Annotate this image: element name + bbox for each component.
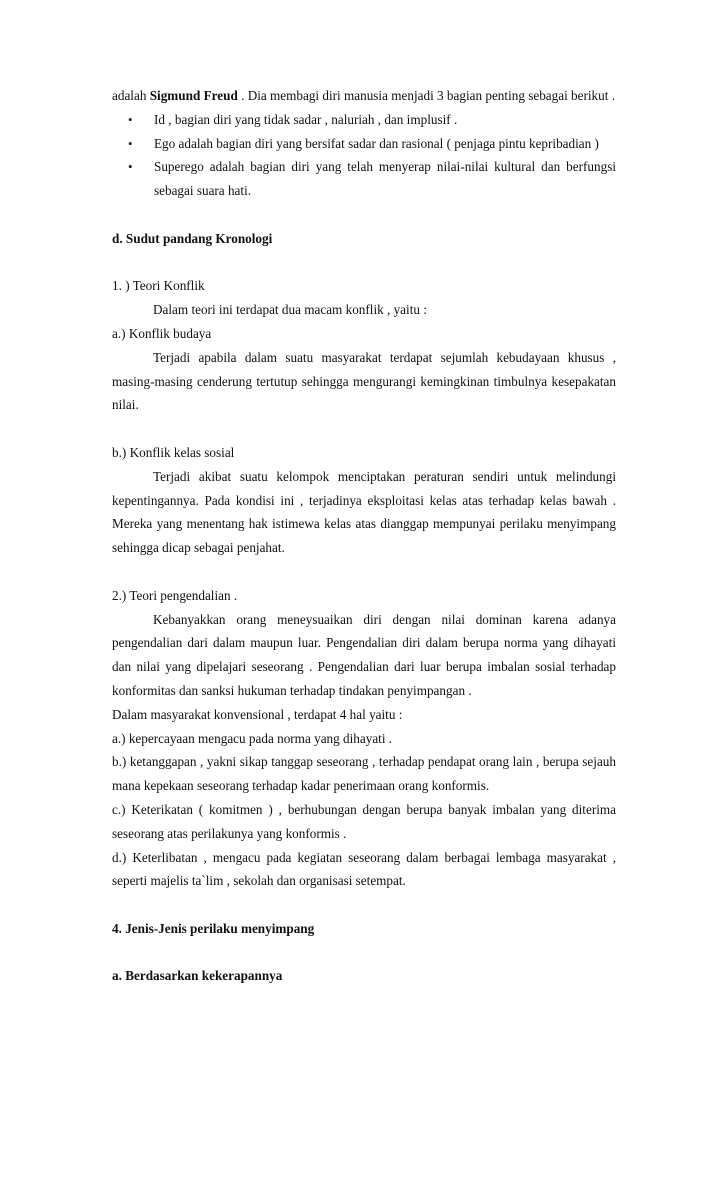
pengendalian-item-d: d.) Keterlibatan , mengacu pada kegiatan seseorang dalam berbagai lembaga masyarakat , seperti majelis ta`lim , sekolah dan organisasi setempat. <box>112 849 616 889</box>
spacer <box>112 941 616 965</box>
teori-pengendalian-title: 2.) Teori pengendalian . <box>112 587 238 603</box>
konflik-budaya-text: Terjadi apabila dalam suatu masyarakat terdapat sejumlah kebudayaan khusus , masing-masing cenderung tertutup sehingga mengurangi kemingkinan timbulnya kesepakatan nilai. <box>112 349 616 413</box>
pengendalian-item-a: a.) kepercayaan mengacu pada norma yang dihayati . <box>112 730 393 746</box>
heading-jenis-perilaku: 4. Jenis-Jenis perilaku menyimpang <box>112 920 315 936</box>
spacer <box>112 251 616 275</box>
document-page <box>112 84 616 988</box>
heading-sudut-pandang: d. Sudut pandang Kronologi <box>112 230 273 246</box>
spacer <box>112 560 616 584</box>
teori-konflik-intro: Dalam teori ini terdapat dua macam konflik , yaitu : <box>153 302 427 318</box>
spacer <box>112 417 616 441</box>
spacer <box>112 203 616 227</box>
bullet-icon: • <box>128 135 133 151</box>
spacer <box>112 893 616 917</box>
heading-kekerapan: a. Berdasarkan kekerapannya <box>112 968 283 984</box>
konflik-kelas-title: b.) Konflik kelas sosial <box>112 444 235 460</box>
pengendalian-item-b: b.) ketanggapan , yakni sikap tanggap seseorang , terhadap pendapat orang lain , berupa sejauh mana kepekaan seseorang terhadap kadar penerimaan orang konformis. <box>112 754 616 794</box>
teori-pengendalian-text: Kebanyakkan orang meneysuaikan diri dengan nilai dominan karena adanya pengendalian dari dalam maupun luar. Pengendalian diri dalam berupa norma yang dihayati dan nilai yang dipelajari seseorang . Pengendalian dari luar berupa imbalan sosial terhadap konformitas dan sanksi hukuman terhadap tindakan penyimpangan . <box>112 611 616 698</box>
freud-bullet-list <box>112 108 616 203</box>
konflik-kelas-text: Terjadi akibat suatu kelompok menciptakan peraturan sendiri untuk melindungi kepentingannya. Pada kondisi ini , terjadinya eksploitasi kelas atas terhadap kelas bawah . Mereka yang menentang hak istimewa kelas atas dianggap mempunyai perilaku menyimpang sehingga dicap sebagai penjahat. <box>112 468 616 556</box>
pengendalian-item-c: c.) Keterikatan ( komitmen ) , berhubungan dengan berupa banyak imbalan yang diterima seseorang atas perilakunya yang konformis . <box>112 801 616 841</box>
teori-konflik-title: 1. ) Teori Konflik <box>112 278 205 294</box>
intro-pre: adalah <box>112 88 150 103</box>
konflik-budaya-title: a.) Konflik budaya <box>112 325 212 341</box>
bullet-icon: • <box>128 111 133 127</box>
freud-name: Sigmund Freud <box>149 88 238 103</box>
bullet-icon: • <box>128 159 133 175</box>
bullet-item-id: • Id , bagian diri yang tidak sadar , naluriah , dan implusif . <box>112 108 616 132</box>
bullet-item-ego: • Ego adalah bagian diri yang bersifat sadar dan rasional ( penjaga pintu kepribadian ) <box>112 132 616 156</box>
intro-paragraph <box>112 84 616 108</box>
intro-post: . Dia membagi diri manusia menjadi 3 bagian penting sebagai berikut . <box>237 88 616 103</box>
bullet-item-superego: • Superego adalah bagian diri yang telah menyerap nilai-nilai kultural dan berfungsi sebagai suara hati. <box>112 155 616 203</box>
teori-pengendalian-line: Dalam masyarakat konvensional , terdapat 4 hal yaitu : <box>112 706 403 722</box>
